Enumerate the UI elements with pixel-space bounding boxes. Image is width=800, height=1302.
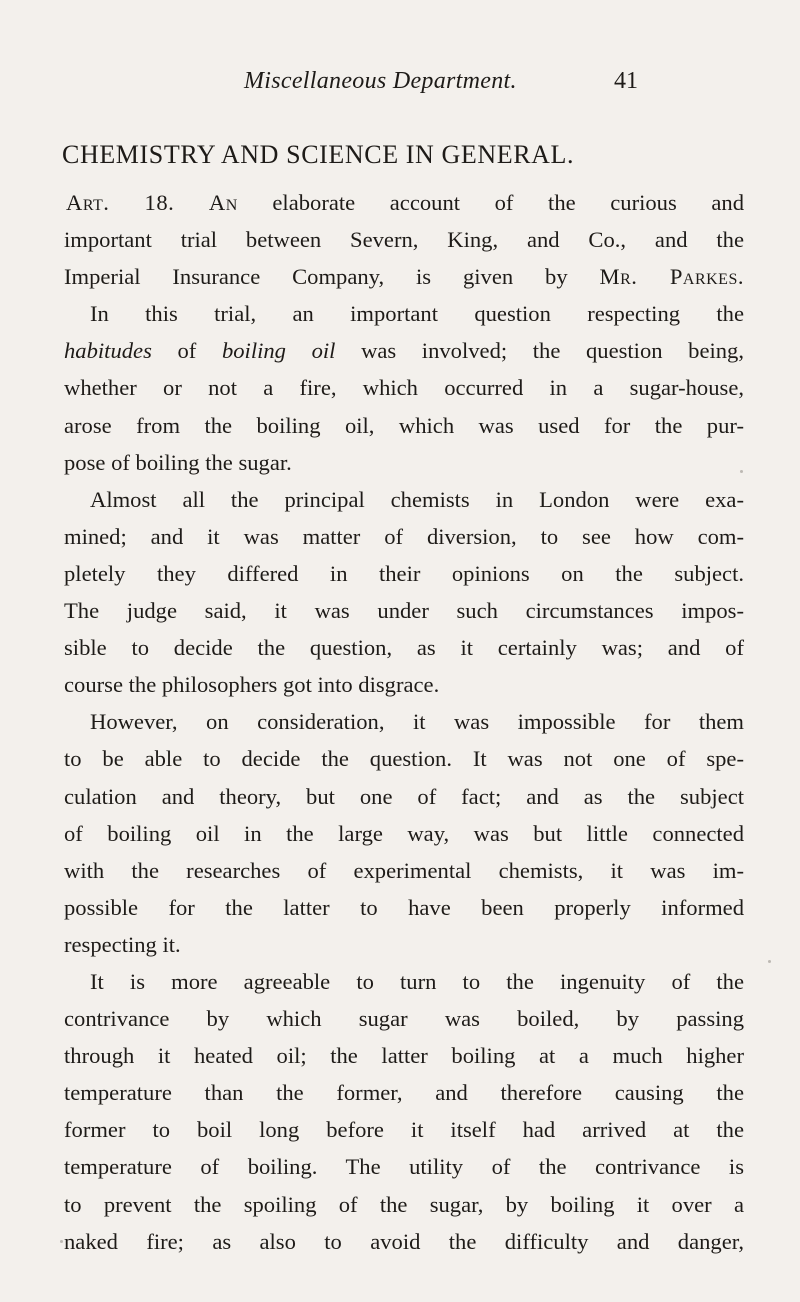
paper-speck xyxy=(768,960,771,963)
lead-word: An xyxy=(208,190,238,215)
text-line: pose of boiling the sugar. xyxy=(64,449,292,475)
text-line: In this trial, an important question respecting the xyxy=(90,301,744,327)
text-line: whether or not a fire, which occurred in a sugar-house, xyxy=(64,375,744,401)
text-line: with the researches of experimental chemists, it was im- xyxy=(64,857,744,883)
text-line: to be able to decide the question. It was not one of spe- xyxy=(64,746,744,772)
text-line: sible to decide the question, as it certainly was; and of xyxy=(64,635,744,661)
text-line: temperature than the former, and therefore causing the xyxy=(64,1080,744,1106)
running-title: Miscellaneous Department. xyxy=(244,68,517,94)
text-line: important trial between Severn, King, and Co., and the xyxy=(64,227,744,253)
text-line: of boiling oil in the large way, was but little connected xyxy=(64,820,744,846)
text-line: Imperial Insurance Company, is given by Mr. Parkes. xyxy=(64,264,744,290)
italic-term: boiling oil xyxy=(221,338,336,364)
text-line: possible for the latter to have been properly informed xyxy=(64,894,744,920)
paper-speck xyxy=(60,1240,63,1243)
page-number: 41 xyxy=(614,68,638,94)
running-header xyxy=(0,68,800,108)
section-heading: CHEMISTRY AND SCIENCE IN GENERAL. xyxy=(62,140,575,169)
author-name: Mr. Parkes. xyxy=(599,264,744,290)
text-line: temperature of boiling. The utility of the contrivance is xyxy=(64,1154,744,1180)
italic-term: habitudes xyxy=(64,338,152,364)
text-line: The judge said, it was under such circumstances impos- xyxy=(64,598,744,624)
text-line: culation and theory, but one of fact; and as the subject xyxy=(64,783,744,809)
text-line: Almost all the principal chemists in London were exa- xyxy=(90,486,744,512)
text-line: to prevent the spoiling of the sugar, by boiling it over a xyxy=(64,1191,744,1217)
text-line: contrivance by which sugar was boiled, by passing xyxy=(64,1006,744,1032)
text-line: respecting it. xyxy=(64,931,181,957)
text-line: However, on consideration, it was impossible for them xyxy=(90,709,744,735)
text-line: Art. 18. An elaborate account of the curious and xyxy=(66,190,744,215)
paper-speck xyxy=(740,470,743,473)
text-line: course the philosophers got into disgrace. xyxy=(64,672,440,698)
text-line: naked fire; as also to avoid the difficulty and danger, xyxy=(64,1228,744,1254)
text-line: arose from the boiling oil, which was used for the pur- xyxy=(64,412,744,438)
text-line: pletely they differed in their opinions on the subject. xyxy=(64,560,744,586)
text-line: mined; and it was matter of diversion, to see how com- xyxy=(64,523,744,549)
article-label: Art. 18. xyxy=(66,190,175,215)
text-line: It is more agreeable to turn to the ingenuity of the xyxy=(90,968,744,994)
text-line: former to boil long before it itself had arrived at the xyxy=(64,1117,744,1143)
article-body xyxy=(64,184,744,1260)
text-line: through it heated oil; the latter boiling at a much higher xyxy=(64,1043,744,1069)
text-line: habitudes of boiling oil was involved; the question being, xyxy=(64,338,744,364)
